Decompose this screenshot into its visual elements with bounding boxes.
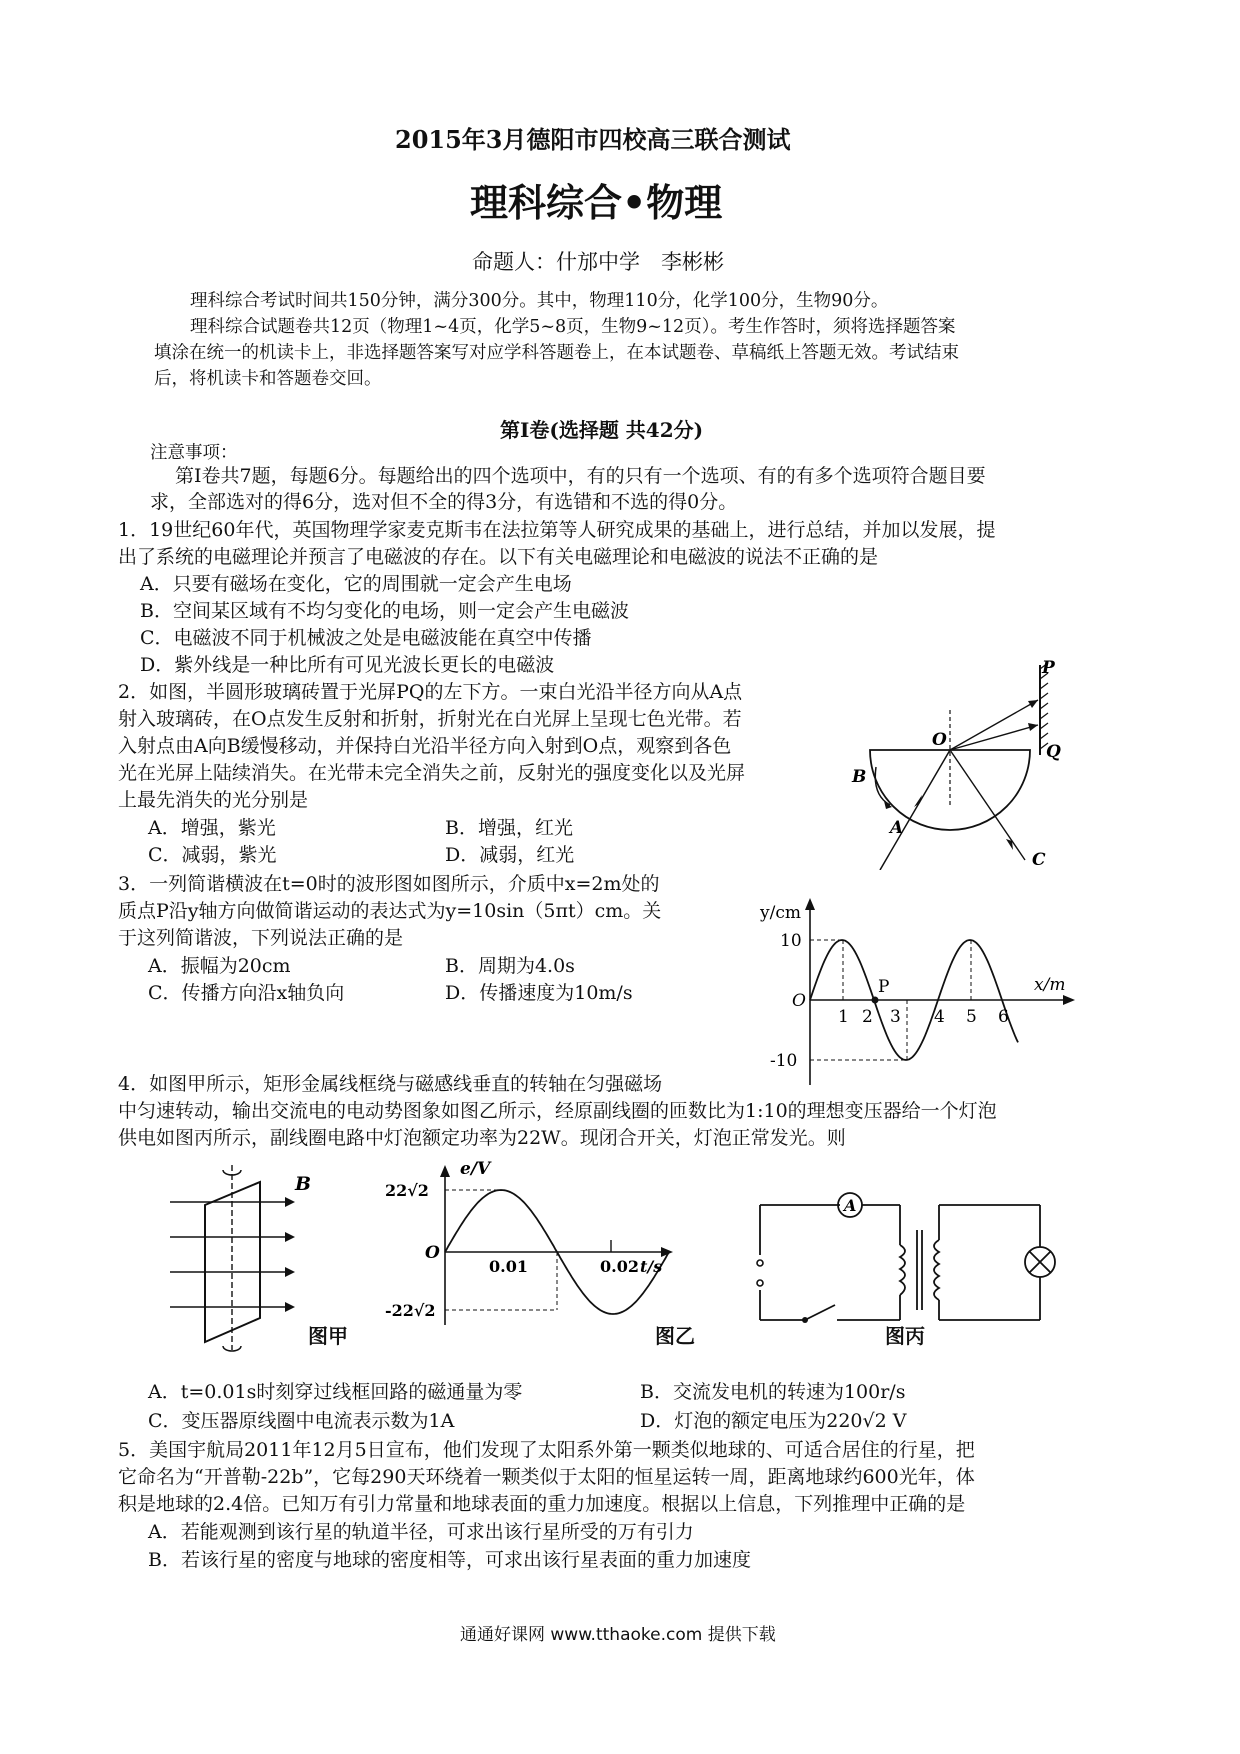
wave-ybottom: -10 xyxy=(770,1051,798,1071)
q2-option-c: C．减弱，紫光 xyxy=(148,844,277,866)
wave-xtick-1: 1 xyxy=(838,1007,849,1027)
instruction-line-2: 理科综合试题卷共12页（物理1~4页，化学5~8页，生物9~12页）。考生作答时，须将选择题答案 xyxy=(190,317,956,337)
fig-bing-caption: 图丙 xyxy=(885,1324,925,1348)
q3-wave-graph xyxy=(750,890,1080,1090)
q4-stem-3: 供电如图丙所示，副线圈电路中灯泡额定功率为22W。现闭合开关，灯泡正常发光。则 xyxy=(118,1127,846,1149)
q3-option-d: D．传播速度为10m/s xyxy=(445,982,633,1004)
section-heading: 第Ⅰ卷(选择题 共42分) xyxy=(500,418,704,442)
notice-label: 注意事项： xyxy=(150,443,238,463)
q1-option-a: A．只要有磁场在变化，它的周围就一定会产生电场 xyxy=(140,573,572,595)
q5-stem-2: 它命名为“开普勒-22b”，它每290天环绕着一颗类似于太阳的恒星运转一周，距离地球约600光年，体 xyxy=(118,1466,975,1488)
wave-xtick-3: 3 xyxy=(890,1007,901,1027)
q1-option-d: D．紫外线是一种比所有可见光波长更长的电磁波 xyxy=(140,654,555,676)
emf-t1: 0.01 xyxy=(489,1257,528,1276)
q2-stem-1: 2．如图，半圆形玻璃砖置于光屏PQ的左下方。一束白光沿半径方向从A点 xyxy=(118,681,743,703)
emf-origin: O xyxy=(425,1243,440,1263)
notice-line-2: 求，全部选对的得6分，选对但不全的得3分，有选错和不选的得0分。 xyxy=(150,491,738,513)
wave-ylabel: y/cm xyxy=(760,903,801,923)
label-C: C xyxy=(1032,850,1046,870)
label-B: B xyxy=(852,767,867,787)
emf-peak-neg: -22√2 xyxy=(385,1301,436,1320)
emf-xlabel: t/s xyxy=(640,1257,663,1276)
subject-title: 理科综合•物理 xyxy=(470,181,723,225)
fig-bing-circuit xyxy=(745,1185,1075,1335)
q4-option-d: D．灯泡的额定电压为220√2 V xyxy=(640,1410,907,1432)
q3-option-c: C．传播方向沿x轴负向 xyxy=(148,982,345,1004)
q1-option-b: B．空间某区域有不均匀变化的电场，则一定会产生电磁波 xyxy=(140,600,629,622)
fig-yi-caption: 图乙 xyxy=(655,1324,695,1348)
notice-line-1: 第Ⅰ卷共7题，每题6分。每题给出的四个选项中，有的只有一个选项、有的有多个选项符合题目要 xyxy=(175,465,986,487)
emf-peak-pos: 22√2 xyxy=(385,1181,429,1200)
instruction-line-4: 后，将机读卡和答题卷交回。 xyxy=(154,369,382,389)
q2-stem-5: 上最先消失的光分别是 xyxy=(118,789,309,811)
q3-stem-3: 于这列简谐波，下列说法正确的是 xyxy=(118,927,404,949)
wave-xtick-6: 6 xyxy=(998,1007,1009,1027)
author-line: 命题人：什邡中学 李彬彬 xyxy=(472,250,724,274)
label-Q: Q xyxy=(1046,742,1061,762)
q1-stem-2: 出了系统的电磁理论并预言了电磁波的存在。以下有关电磁理论和电磁波的说法不正确的是 xyxy=(118,546,879,568)
q5-option-b: B．若该行星的密度与地球的密度相等，可求出该行星表面的重力加速度 xyxy=(148,1549,751,1571)
ammeter-icon: A xyxy=(844,1196,857,1215)
fig-jia-caption: 图甲 xyxy=(308,1324,348,1348)
wave-ytop: 10 xyxy=(780,931,802,951)
q4-option-b: B．交流发电机的转速为100r/s xyxy=(640,1381,906,1403)
instruction-line-3: 填涂在统一的机读卡上，非选择题答案写对应学科答题卷上，在本试题卷、草稿纸上答题无效。考试结束 xyxy=(154,343,959,363)
q5-stem-1: 5．美国宇航局2011年12月5日宣布，他们发现了太阳系外第一颗类似地球的、可适合居住的行星，把 xyxy=(118,1439,975,1461)
label-A: A xyxy=(890,818,904,838)
q2-glass-diagram xyxy=(840,655,1070,870)
q2-option-b: B．增强，红光 xyxy=(445,817,573,839)
q3-option-a: A．振幅为20cm xyxy=(148,955,291,977)
instruction-line-1: 理科综合考试时间共150分钟，满分300分。其中，物理110分，化学100分，生物90分。 xyxy=(190,291,889,311)
q3-stem-2: 质点P沿y轴方向做简谐运动的表达式为y=10sin（5πt）cm。关 xyxy=(118,900,662,922)
q4-option-a: A．t=0.01s时刻穿过线框回路的磁通量为零 xyxy=(148,1381,523,1403)
field-label-b: B xyxy=(295,1173,312,1195)
q1-option-c: C．电磁波不同于机械波之处是电磁波能在真空中传播 xyxy=(140,627,592,649)
q3-stem-1: 3．一列简谐横波在t=0时的波形图如图所示，介质中x=2m处的 xyxy=(118,873,660,895)
wave-xtick-5: 5 xyxy=(966,1007,977,1027)
fig-yi-emf-graph xyxy=(385,1160,685,1330)
q4-option-c: C．变压器原线圈中电流表示数为1A xyxy=(148,1410,455,1432)
wave-origin: O xyxy=(792,991,806,1011)
q5-option-a: A．若能观测到该行星的轨道半径，可求出该行星所受的万有引力 xyxy=(148,1521,694,1543)
label-P: P xyxy=(1042,658,1055,678)
q2-option-d: D．减弱，红光 xyxy=(445,844,575,866)
q2-stem-3: 入射点由A向B缓慢移动，并保持白光沿半径方向入射到O点，观察到各色 xyxy=(118,735,732,757)
label-O: O xyxy=(932,730,947,750)
exam-title: 2015年3月德阳市四校高三联合测试 xyxy=(395,125,791,154)
footer-download-note: 通通好课网 www.tthaoke.com 提供下载 xyxy=(460,1625,776,1645)
q2-stem-4: 光在光屏上陆续消失。在光带未完全消失之前，反射光的强度变化以及光屏 xyxy=(118,762,746,784)
q3-option-b: B．周期为4.0s xyxy=(445,955,575,977)
q2-stem-2: 射入玻璃砖，在O点发生反射和折射，折射光在白光屏上呈现七色光带。若 xyxy=(118,708,742,730)
emf-t2: 0.02 xyxy=(600,1257,639,1276)
wave-xtick-2: 2 xyxy=(862,1007,873,1027)
q4-stem-1: 4．如图甲所示，矩形金属线框绕与磁感线垂直的转轴在匀强磁场 xyxy=(118,1073,663,1095)
q1-stem-1: 1．19世纪60年代，英国物理学家麦克斯韦在法拉第等人研究成果的基础上，进行总结，并加以发展，提 xyxy=(118,519,996,541)
wave-point-p: P xyxy=(878,977,890,997)
emf-ylabel: e/V xyxy=(460,1160,491,1179)
q2-option-a: A．增强，紫光 xyxy=(148,817,276,839)
q5-stem-3: 积是地球的2.4倍。已知万有引力常量和地球表面的重力加速度。根据以上信息，下列推理中正确的是 xyxy=(118,1493,966,1515)
q4-stem-2: 中匀速转动，输出交流电的电动势图象如图乙所示，经原副线圈的匝数比为1:10的理想变压器给一个灯泡 xyxy=(118,1100,997,1122)
wave-xtick-4: 4 xyxy=(934,1007,945,1027)
wave-xlabel: x/m xyxy=(1034,975,1066,995)
